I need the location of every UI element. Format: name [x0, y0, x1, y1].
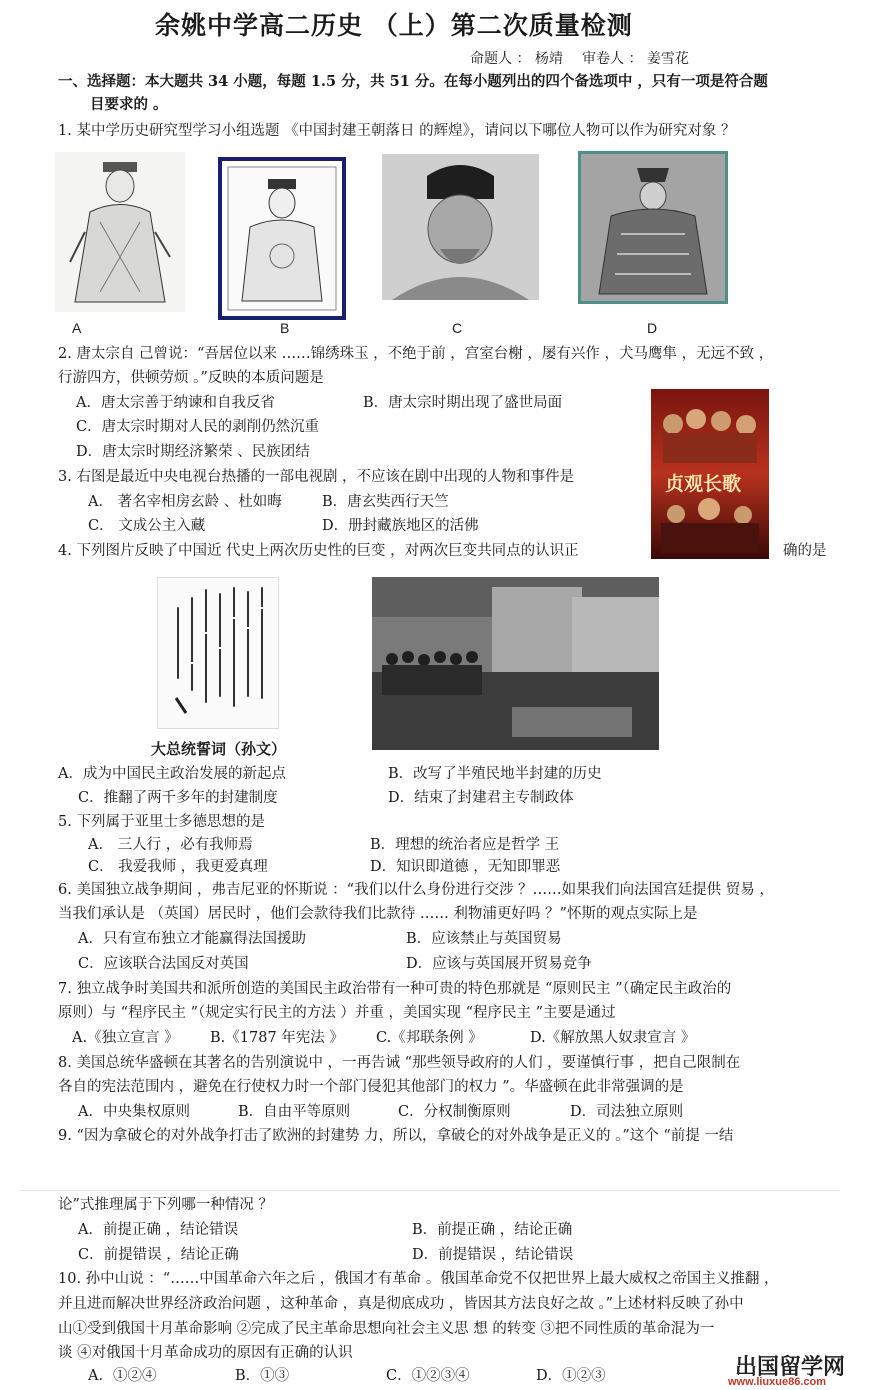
q9-stem-line2: 论”式推理属于下列哪一种情况 ？: [58, 1197, 274, 1213]
q2-option-b: B．唐太宗时期出现了盛世局面: [363, 395, 563, 411]
q7-option-c: C.《邦联条例 》: [376, 1030, 483, 1046]
tv-drama-poster: [651, 389, 769, 559]
q9-option-c: C．前提错误 ，结论正确: [78, 1247, 239, 1263]
manuscript-icon: [158, 578, 278, 728]
q9-stem-line1: 9. “因为拿破仑的对外战争打击了欧洲的封建势 力，所以，拿破仑的对外战争是正义的 。”这个 “前提 一结: [58, 1128, 734, 1144]
portrait-b-image: [218, 157, 346, 320]
q4-stem: 4. 下列图片反映了中国近 代史上两次历史性的巨变 ，对两次巨变共同点的认识正: [58, 543, 579, 559]
page-break-divider: [20, 1190, 840, 1191]
q4-option-d: D．结束了封建君主专制政体: [388, 790, 574, 806]
watermark-url: www.liuxue86.com: [728, 1376, 827, 1388]
portrait-a-image: [55, 152, 185, 312]
q3-stem: 3. 右图是最近中央电视台热播的一部电视剧 ，不应该在剧中出现的人物和事件是: [58, 469, 575, 485]
q9-option-a: A．前提正确 ，结论错误: [78, 1222, 239, 1238]
q6-stem-line1: 6. 美国独立战争期间 ，弗吉尼亚的怀斯说 ：“我们以什么身份进行交涉 ？……如果我们向法国宫廷提供 贸易 ，: [58, 882, 774, 898]
q5-option-c: C． 我爱我师 ，我更爱真理: [88, 859, 268, 875]
q1-label-b: B: [280, 320, 290, 336]
portrait-d-image: [578, 151, 728, 304]
q5-option-b: B．理想的统治者应是哲学 王: [370, 837, 560, 853]
q9-option-b: B．前提正确 ，结论正确: [412, 1222, 573, 1238]
q9-option-d: D．前提错误 ，结论错误: [412, 1247, 574, 1263]
q10-option-c: C．①②③④: [386, 1368, 470, 1384]
q7-option-d: D.《解放黑人奴隶宣言 》: [530, 1030, 696, 1046]
setter-credit: 命题人 ： 杨靖: [470, 51, 563, 67]
q3-option-d: D．册封藏族地区的活佛: [322, 518, 479, 534]
q4-option-b: B．改写了半殖民地半封建的历史: [388, 766, 602, 782]
q3-option-a: A． 著名宰相房玄龄 、杜如晦: [88, 494, 282, 510]
q4-stem-end: 确的是: [783, 543, 827, 559]
watermark-brand: 出国留学网: [735, 1354, 846, 1379]
q3-option-b: B．唐玄奘西行天竺: [322, 494, 449, 510]
oath-caption: 大总统誓词（孙文）: [151, 740, 287, 758]
poster-title: 贞观长歌: [665, 473, 742, 495]
q8-option-c: C．分权制衡原则: [398, 1104, 511, 1120]
tang-emperor-sketch-icon: [222, 161, 342, 316]
q3-option-c: C． 文成公主入藏: [88, 518, 206, 534]
q7-stem-line2: 原则）与 “程序民主 ”（规定实行民主的方法 ）并重 ，美国实现 “程序民主 ”主要是通过: [58, 1005, 616, 1021]
q8-option-b: B．自由平等原则: [238, 1104, 351, 1120]
reviewer-credit: 审卷人 ： 姜雪花: [582, 51, 689, 67]
q7-option-a: A.《独立宣言 》: [72, 1030, 179, 1046]
q10-stem-line4: 谈 ④对俄国十月革命成功的原因有正确的认识: [58, 1345, 353, 1361]
q10-option-d: D．①②③: [536, 1368, 606, 1384]
q6-option-b: B．应该禁止与英国贸易: [406, 931, 562, 947]
q2-stem-line1: 2. 唐太宗自 己曾说：“吾居位以来 ……锦绣珠玉 ，不绝于前 ，宫室台榭 ，屡有兴作 ，犬马鹰隼 ，无远不致 ，: [58, 346, 774, 362]
q6-option-a: A．只有宣布独立才能赢得法国援助: [78, 931, 306, 947]
q8-option-d: D．司法独立原则: [570, 1104, 684, 1120]
portrait-c-image: [382, 154, 539, 300]
q5-option-a: A． 三人行 ，必有我师焉: [88, 837, 253, 853]
q6-option-c: C．应该联合法国反对英国: [78, 956, 249, 972]
q7-option-b: B.《1787 年宪法 》: [210, 1030, 344, 1046]
q4-option-c: C．推翻了两千多年的封建制度: [78, 790, 278, 806]
q8-stem-line2: 各自的宪法范围内 ，避免在行使权力时一个部门侵犯其他部门的权力 ”。华盛顿在此非常强调的是: [58, 1079, 684, 1095]
q8-stem-line1: 8. 美国总统华盛顿在其著名的告别演说中 ，一再告诫 “那些领导政府的人们 ，要谨慎行事 ，把自己限制在: [58, 1055, 741, 1071]
q6-stem-line2: 当我们承认是 （英国）居民时 ，他们会款待我们比款待 …… 利物浦更好吗 ？”怀斯的观点实际上是: [58, 906, 698, 922]
emperor-sketch-icon: [55, 152, 185, 312]
q10-stem-line3: 山①受到俄国十月革命影响 ②完成了民主革命思想向社会主义思 想 的转变 ③把不同性质的革命混为一: [58, 1321, 715, 1337]
q4-option-a: A．成为中国民主政治发展的新起点: [58, 766, 286, 782]
ming-emperor-portrait-icon: [382, 154, 539, 300]
q10-option-b: B．①③: [235, 1368, 290, 1384]
ceremony-photo-icon: [372, 577, 659, 750]
q2-option-a: A．唐太宗善于纳谏和自我反省: [76, 395, 275, 411]
section-instructions-line1: 一、选择题：本大题共 34 小题，每题 1.5 分，共 51 分。在每小题列出的四个备选项中 ，只有一项是符合题: [58, 73, 768, 90]
q1-label-c: C: [452, 320, 463, 336]
q2-option-d: D．唐太宗时期经济繁荣 、民族团结: [76, 444, 310, 460]
founding-ceremony-photo: [372, 577, 659, 750]
presidential-oath-manuscript: [157, 577, 279, 729]
q5-option-d: D．知识即道德 ，无知即罪恶: [370, 859, 561, 875]
q6-option-d: D．应该与英国展开贸易竞争: [406, 956, 592, 972]
section-instructions-line2: 目要求的 。: [90, 96, 168, 113]
q2-option-c: C．唐太宗时期对人民的剥削仍然沉重: [76, 419, 320, 435]
q8-option-a: A．中央集权原则: [78, 1104, 190, 1120]
q2-stem-line2: 行游四方，供顿劳烦 。”反映的本质问题是: [58, 370, 324, 386]
q7-stem-line1: 7. 独立战争时美国共和派所创造的美国民主政治带有一种可贵的特色那就是 “原则民主 ”（确定民主政治的: [58, 981, 732, 997]
q1-label-d: D: [647, 320, 658, 336]
q10-stem-line1: 10. 孙中山说 ：“……中国革命六年之后 ，俄国才有革命 。俄国革命党不仅把世界上最大威权之帝国主义推翻 ，: [58, 1271, 779, 1287]
q1-stem: 1. 某中学历史研究型学习小组选题 《中国封建王朝落日 的辉煌》，请问以下哪位人物可以作为研究对象 ？: [58, 123, 736, 139]
q10-stem-line2: 并且进而解决世界经济政治问题 ，这种革命 ，真是彻底成功 ，皆因其方法良好之故 。”上述材料反映了孙中: [58, 1296, 744, 1312]
q10-option-a: A．①②④: [88, 1368, 157, 1384]
qing-emperor-portrait-icon: [581, 154, 725, 301]
page-title: 余姚中学高二历史 （上）第二次质量检测: [155, 11, 633, 40]
q1-label-a: A: [72, 320, 82, 336]
q5-stem: 5. 下列属于亚里士多德思想的是: [58, 814, 265, 830]
